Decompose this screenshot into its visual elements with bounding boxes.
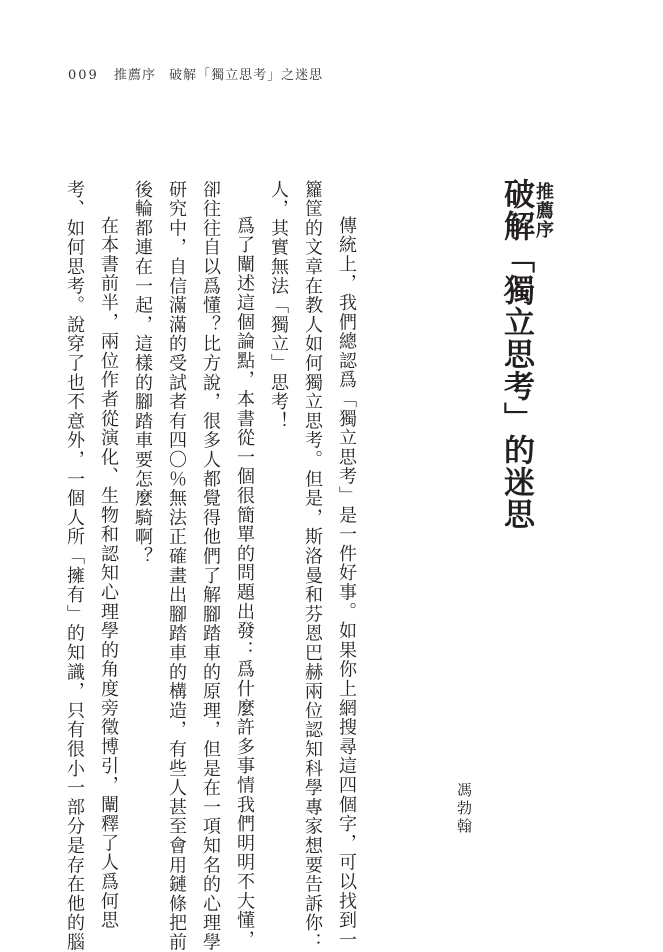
article-title: 破解「獨立思考」的迷思 bbox=[498, 178, 534, 530]
body-line-6: 研究中，自信滿滿的受試者有四〇％無法正確畫出腳踏車的構造，有些人甚至會用鏈條把前 bbox=[166, 180, 187, 952]
body-line-2: 籮筐的文章在教人如何獨立思考。但是，斯洛曼和芬恩巴赫兩位認知科學專家想要告訴你： bbox=[302, 180, 323, 952]
body-line-9: 考、如何思考。說穿了也不意外，一個人所「擁有」的知識，只有很小一部分是存在他的腦 bbox=[64, 180, 85, 952]
header-chapter-title: 破解「獨立思考」之迷思 bbox=[169, 68, 324, 83]
page-number: 009 bbox=[68, 68, 99, 83]
body-line-1: 傳統上，我們總認爲「獨立思考」是一件好事。如果你上網搜尋這四個字，可以找到一 bbox=[336, 216, 357, 950]
body-line-5: 卻往往自以爲懂？比方說，很多人都覺得他們了解腳踏車的原理，但是在一項知名的心理學 bbox=[200, 180, 221, 952]
body-line-8: 在本書前半，兩位作者從演化、生物和認知心理學的角度旁徵博引，闡釋了人爲何思 bbox=[98, 216, 119, 931]
body-line-3: 人，其實無法「獨立」思考！ bbox=[268, 180, 289, 431]
body-line-7: 後輪都連在一起，這樣的腳踏車要怎麼騎啊？ bbox=[132, 180, 153, 566]
header-section: 推薦序 bbox=[113, 68, 156, 83]
body-line-4: 爲了闡述這個論點，本書從一個很簡單的問題出發：爲什麼許多事情我們明明不大懂， bbox=[234, 216, 255, 950]
author-name: 馮勃翰 bbox=[455, 782, 473, 836]
running-header bbox=[68, 64, 323, 83]
foreword-label: 推薦序 bbox=[533, 182, 554, 239]
